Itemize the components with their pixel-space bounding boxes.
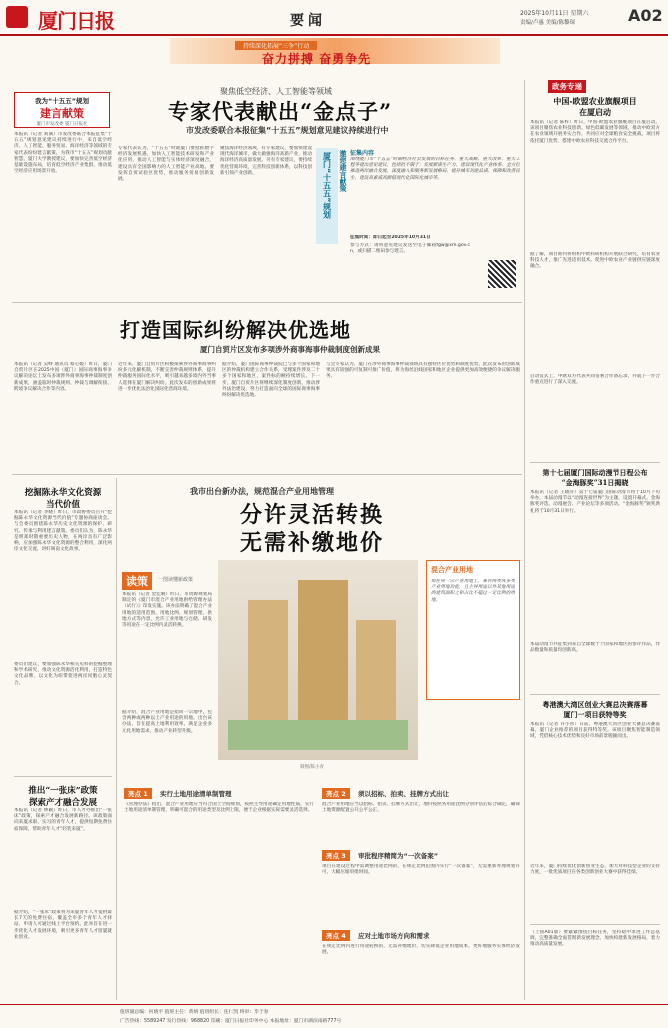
right-title2: 第十七届厦门国际动漫节日程公布 “金海豚奖”31日揭晓 — [542, 468, 648, 487]
left-title2: 推出“一张床”政策 探索产才融合发展 — [28, 786, 98, 808]
highlight1-title: 实行土地用途清单制管理 — [160, 790, 232, 798]
newspaper-logo-icon — [6, 6, 28, 28]
story2-body-col3: 据介绍，厦门国际商事仲裁院已与多个国家和地区的仲裁机构建立合作关系，受理案件涉及二十多个国家和地区，案件标的额持续增长。下一步，厦门自贸片区将继续深化制度创新，推动涉外法治建设，努力打造面向全球的国际商事海事纠纷解决优选地。 — [222, 362, 320, 399]
story2-body-col2: 近年来，厦门自贸片区积极探索涉外商事海事纠纷多元化解机制，不断完善仲裁规则体系，提升仲裁服务国际化水平，吸引越来越多境内外当事人选择在厦门解决纠纷。此次发布的创新成果将进一步优化法治化国际化营商环境。 — [118, 362, 216, 392]
divider — [12, 302, 522, 303]
right-body5: 本届动漫节共征集到来自全球数十个国家和地区的参评作品，作品数量和质量均创新高。 — [530, 642, 660, 654]
column-line1: 我为“十五五”规划 — [34, 97, 90, 105]
highlight2-body: 混合产业用地应当以招标、拍卖、挂牌方式出让，地价按照各用途比例分别评估后综合确定，确保土地资源配置公开公平公正。 — [322, 802, 520, 814]
lead-title: 专家代表献出“金点子” — [168, 99, 393, 124]
story2-subtitle: 厦门自贸片区发布多项涉外商事海事仲裁制度创新成果 — [200, 345, 380, 354]
feature-title1: 分许灵活转换 — [240, 502, 385, 528]
vertical-tag: 厦门“十五五”规划 — [322, 152, 332, 219]
sidebar-time: 征集时间：即日起至2025年10月31日 — [350, 235, 431, 240]
highlight4-title: 应对土地市场方向和需求 — [358, 932, 430, 940]
definition-body: 指在同一宗产业用地上，兼容两类或多类产业用地功能，且主导用途以外其他用途的建筑面积之和占比不超过一定比例的用地。 — [431, 579, 515, 603]
left-body1: 本报讯（记者 李晓）昨日，市政协委员召开“挖掘陈永华文化资源当代价值”专题协商座谈会。与会委员围绕陈永华历史文化资源的保护、研究、传承与利用建言献策。委员们认为，陈永华是明郑时期重要历史人物，在两岸具有广泛影响，应加强陈永华文化资源的整合利用，深化两岸文化交流，讲好闽南文化故事。 — [14, 510, 112, 553]
green-lawn — [228, 720, 408, 750]
highlight4-body: 在规定比例内进行用途转换的，无需补缴地价，切实降低企业用地成本，更好地服务实体经济发展。 — [322, 944, 520, 956]
left-body3: 本报讯（记者 林颖）昨日，市人才办推出“一张床”政策，探索产才融合发展新路径。该政策面向来厦求职、实习的青年人才，提供短期免费住宿保障，帮助青年人才“轻装来厦”。 — [14, 808, 112, 832]
building-tower-icon — [356, 620, 396, 720]
building-tower-icon — [298, 580, 348, 720]
vertical-sub: 邀您建言献策 — [339, 150, 347, 192]
sidebar-title: 征集内容 — [350, 150, 375, 157]
story2-body-col4: 与会专家认为，厦门在涉外商事海事仲裁领域具有独特区位优势和制度优势，此次发布的创新成果具有较强的可复制可推广价值，将为海丝沿线国家和地区企业提供更加高效便捷的争议解决服务。 — [326, 362, 520, 380]
highlight1-tag: 亮点 1 — [124, 788, 152, 799]
footer-rule — [0, 1004, 668, 1005]
column-line2: 建言献策 — [40, 107, 84, 120]
page-editors: 责编/卢惠 美编/陈黎琛 — [520, 20, 575, 26]
right-title3: 粤港澳大湾区创业大赛总决赛落幕 厦门一项目获特等奖 — [542, 700, 648, 719]
definition-title: 混合产业用地 — [431, 566, 473, 574]
divider — [530, 924, 660, 925]
illustration-caption: 制图/陈小青 — [300, 765, 325, 770]
divider — [14, 776, 112, 777]
feature-kicker: 我市出台新办法，规范混合产业用地管理 — [190, 487, 334, 496]
lead-kicker: 聚焦低空经济、人工智能等领域 — [220, 87, 332, 96]
divider — [530, 694, 660, 695]
divider — [116, 478, 117, 1000]
left-body4: 据介绍，“一张床”政策将为来厦青年人才提供最长7天的免费住宿，覆盖全市多个青年人才驿站，申请人可通过线上平台预约。此举旨在进一步优化人才发展环境，吸引更多青年人才留厦就业创业。 — [14, 910, 112, 940]
story2-title: 打造国际纠纷解决优选地 — [120, 318, 351, 342]
right-body1: 本报讯（记者 陈梓）昨日，中国-欧盟农业旗舰项目在厦启动。该项目聚焦农业科技创新、绿色低碳发展等领域，推动中欧双方在农业领域开展务实合作，共同应对全球粮食安全挑战。项目将依托厦门优势，搭建中欧农业科技交流合作平台。 — [530, 120, 660, 144]
left-title1: 挖掘陈永华文化资源 当代价值 — [24, 488, 102, 510]
sidebar-body: 围绕厦门市“十五五”时期经济社会发展的目标任务、重大战略、重大改革、重大工程等提出意见建议，包括但不限于：发展新质生产力、建设现代化产业体系、全方位推进两岸融合发展、深度融入和服务新发展格局、提升城市功能品质、保障和改善民生、建设高素质高颜值现代化国际化城市等。 — [350, 157, 520, 181]
issue-date: 2025年10月11日 星期六 — [520, 10, 589, 17]
highlight4-tag: 亮点 4 — [322, 930, 350, 941]
highlight3-title: 审批程序精简为“一次备案” — [358, 852, 439, 860]
divider — [12, 474, 522, 475]
qr-code-icon[interactable] — [488, 260, 516, 288]
highlight1-body: 《管理办法》指出，混合产业用地应当符合国土空间规划，按照主导用途确定用地性质，实行土地用途清单制管理，明确可混合的用途类型及比例上限，便于企业根据实际需要灵活选择。 — [124, 802, 314, 814]
left-body2: 委员们建议，要加强陈永华相关史料的挖掘整理和学术研究，推动文化资源活化利用，打造特色文化品牌，以文化为纽带促进两岸同胞心灵契合。 — [14, 662, 112, 686]
lead-body-col1: 本报讯（记者 刘满）市发改委联合本报征集“十五五”规划意见建议持续进行中，来自低空经济、人工智能、服务贸易、海洋经济等领域的专家代表纷纷建言献策，为我市“十五五”规划贡献智慧。厦门大学教授建议，要加快完善低空经济基础设施布局，培育低空经济产业集群，推动低空经济应用场景开放。 — [14, 132, 112, 175]
right-column-tag: 政务专递 — [548, 80, 586, 93]
column-box — [14, 92, 110, 128]
read-tag: 读策 — [122, 572, 152, 590]
lead-sidebar — [350, 148, 520, 300]
section-name: 要闻 — [290, 13, 326, 29]
right-body7: 近年来，厦门持续优化创新创业生态，加大对科技型企业的支持力度，一批优质项目在各类创新创业大赛中获得佳绩。 — [530, 864, 660, 876]
page-number: A02 — [628, 6, 663, 25]
story2-body-col1: 本报讯（记者 吴峥 通讯员 蔡心媛）昨日，厦门自贸片区在2025中国（厦门）国际商事海事争议解决论坛上发布多项涉外商事海事仲裁制度创新成果，涵盖临时仲裁规则、仲裁与调解衔接、跨境争议解决合作等内容。 — [14, 362, 112, 392]
column-line3: 厦门市发改委 厦门日报社 — [36, 122, 88, 127]
highlight2-tag: 亮点 2 — [322, 788, 350, 799]
right-body4: 本报讯（记者 王晓萍）第十七届厦门国际动漫节将于10月下旬举办，本届动漫节以“动漫连接世界”为主题，设置开幕式、金海豚奖评选、动漫展会、产业论坛等多项活动。“金海豚奖”颁奖典礼将于10月31日举行。 — [530, 490, 660, 514]
read-sub: 一图读懂新政策 — [158, 577, 194, 583]
footer-line2: 广告热线：5589247 发行热线：968820 印刷：厦门日报社印务中心 本报地址：厦门市湖滨南路777号 — [120, 1019, 342, 1024]
lead-subtitle: 市发改委联合本报征集“十五五”规划意见建议持续进行中 — [186, 126, 389, 135]
building-tower-icon — [248, 600, 288, 720]
right-body8: （上接A01版）要紧紧围绕目标任务，坚持稳中求进工作总基调，完整准确全面贯彻新发展理念，加快构建新发展格局，着力推动高质量发展。 — [530, 930, 660, 948]
banner-kicker: 持续深化拓展“三争”行动 — [235, 41, 317, 50]
footer-line1: 值班副总编：何晓平 值班主任：黄炳 值班组长：连仁凯 终审：毕于春 — [120, 1010, 269, 1015]
feature-body1: 本报讯（记者 金佳晴）昨日，市资源规划局制定的《厦门市混合产业用地供给管理办法（试行）》印发实施。该办法明确了混合产业用地的适用范围、用地比例、规划管理、供地方式等内容，允许工业用地与仓储、研发等用途在一定比例内灵活转换。 — [122, 592, 212, 629]
lead-body-col3: 聚焦海洋经济领域，有专家建议，要加快建设现代海洋城市，做大做强海洋高新产业，推动海洋经济高质量发展。另有专家建议，要持续优化营商环境，完善科技创新体系，以科技创新引领产业创新。 — [220, 146, 312, 176]
right-title1: 中国-欧盟农业旗舰项目 在厦启动 — [553, 96, 637, 117]
newspaper-name: 厦门日报 — [38, 9, 114, 33]
vertical-tag-box — [316, 148, 338, 244]
highlight3-body: 项目在建设过程中需调整用途比例的，在规定比例范围内实行“一次备案”，无需重新办理规划许可，大幅压缩审批时间。 — [322, 864, 520, 876]
right-body2: 据了解，项目期内将组织中欧科研机构开展联合研究，培育农业科技人才，推广先进适用技术，促进中欧农业产业链供应链深度融合。 — [530, 252, 660, 270]
building-illustration — [218, 560, 418, 760]
definition-box — [426, 560, 520, 700]
divider — [524, 80, 525, 1000]
sidebar-contact: 参与方式：请将意见建议发送至电子邮箱fgw@xm.gov.cn，或扫描二维码参与建言。 — [350, 243, 470, 255]
banner-title: 奋力拼搏 奋勇争先 — [262, 52, 372, 66]
lead-body-col2: 专家代表认为，“十五五”时期厦门要抢抓数字经济发展机遇，加快人工智能技术研发和产业化应用，推动人工智能与实体经济深度融合，建设具有全国影响力的人工智能产业高地。要发挥自贸试验区优势，推动服务贸易创新发展。 — [118, 146, 214, 183]
feature-title2: 无需补缴地价 — [240, 530, 385, 556]
divider — [530, 462, 660, 463]
highlight2-title: 须以招标、拍卖、挂牌方式出让 — [358, 790, 449, 798]
highlight3-tag: 亮点 3 — [322, 850, 350, 861]
right-body6: 本报讯（记者 许小彤）日前，粤港澳大湾区创业大赛总决赛落幕，厦门企业推荐的项目获得特等奖。该项目聚焦智能制造领域，凭借核心技术优势和良好市场前景脱颖而出。 — [530, 722, 660, 740]
feature-body2: 据介绍，混合产业用地是指同一宗地中，包含两种或两种以上产业用途的用地。出台该办法，旨在提高土地利用效率，满足企业多元化用地需求，推动产业转型升级。 — [122, 710, 212, 734]
right-body3: 启动仪式上，中欧双方代表共同签署合作备忘录，并就下一步合作重点进行了深入交流。 — [530, 374, 660, 386]
